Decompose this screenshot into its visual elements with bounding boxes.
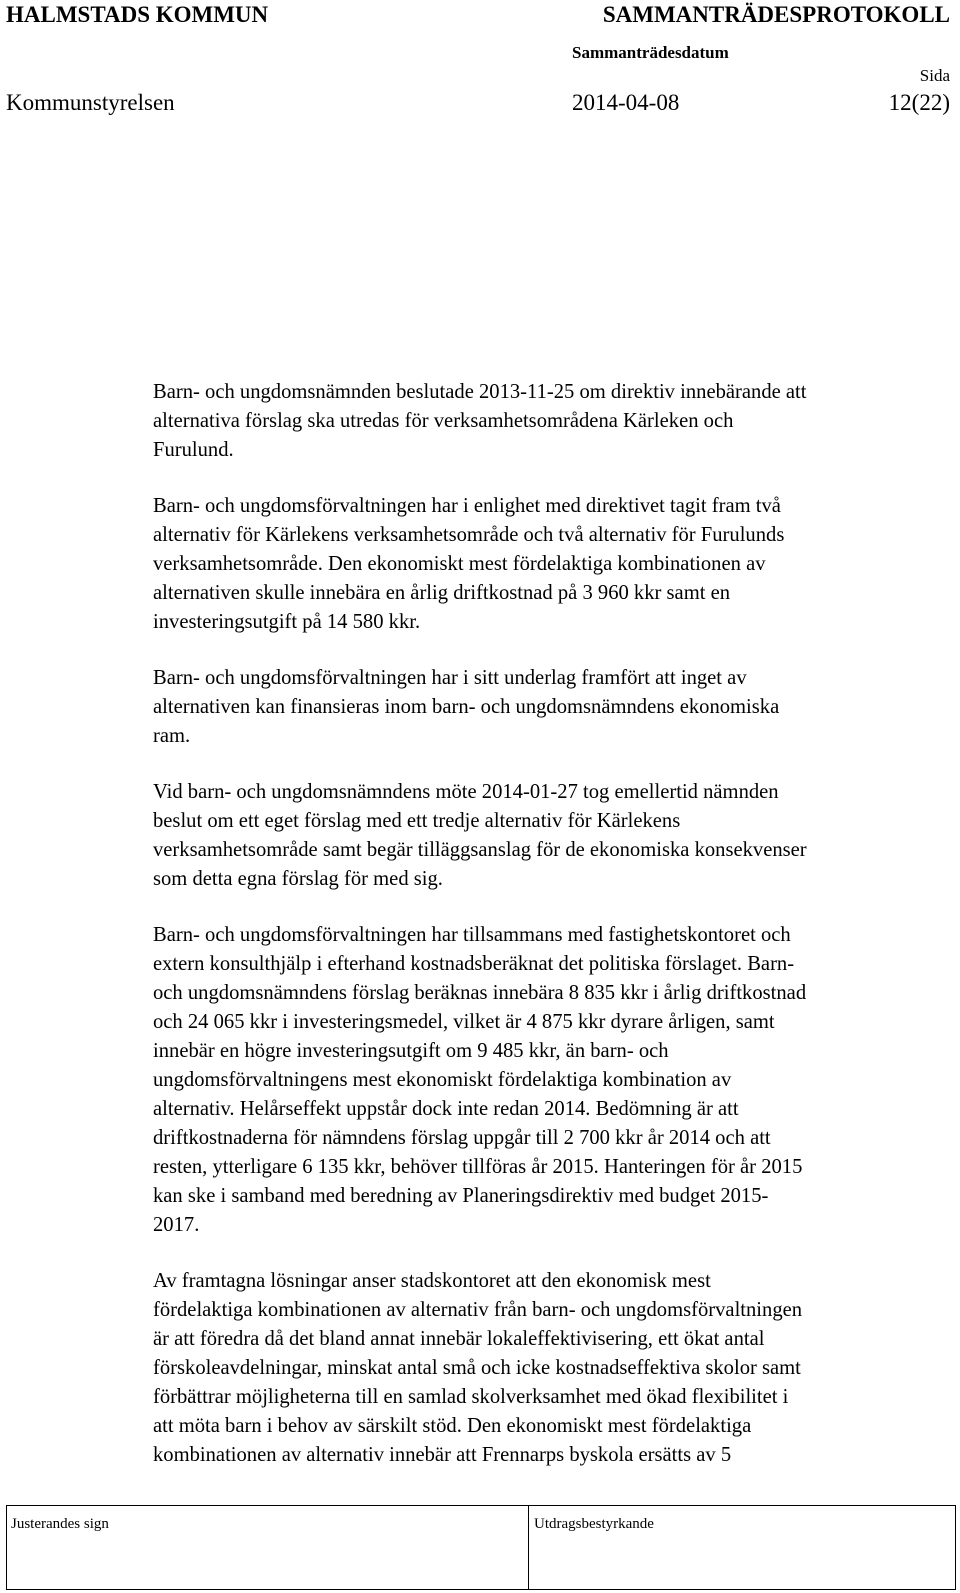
paragraph-line: förbättrar möjligheterna till en samlad skolverksamhet med ökad flexibilitet i [153,1386,789,1408]
paragraph-line: ungdomsförvaltningens mest ekonomiskt fördelaktiga kombination av [153,1069,732,1091]
utdragsbestyrkande-label: Utdragsbestyrkande [534,1516,654,1532]
page-label: Sida [919,66,950,85]
paragraph-line: Barn- och ungdomsförvaltningen har i sitt underlag framfört att inget av [153,667,747,689]
signature-footer [6,1505,956,1590]
paragraph-line: som detta egna förslag för med sig. [153,868,443,890]
paragraph-line: Barn- och ungdomsförvaltningen har tillsammans med fastighetskontoret och [153,924,791,946]
paragraph-line: fördelaktiga kombinationen av alternativ från barn- och ungdomsförvaltningen [153,1299,803,1321]
paragraph-line: innebär en högre investeringsutgift om 9 485 kkr, än barn- och [153,1040,669,1062]
paragraph-line: att möta barn i behov av särskilt stöd. Den ekonomiskt mest fördelaktiga [153,1415,752,1437]
body-paragraph [153,664,953,751]
paragraph-line: förskoleavdelningar, minskat antal små och icke kostnadseffektiva skolor samt [153,1357,801,1379]
paragraph-line: Av framtagna lösningar anser stadskontoret att den ekonomisk mest [153,1270,711,1292]
paragraph-line: beslut om ett eget förslag med ett tredje alternativ för Kärlekens [153,810,681,832]
page-number: 12(22) [888,90,950,115]
paragraph-line: ram. [153,725,191,747]
paragraph-line: Barn- och ungdomsnämnden beslutade 2013-11-25 om direktiv innebärande att [153,381,807,403]
body-paragraph [153,1267,953,1470]
body-paragraph [153,921,953,1240]
paragraph-line: Barn- och ungdomsförvaltningen har i enlighet med direktivet tagit fram två [153,495,781,517]
document-type: SAMMANTRÄDESPROTOKOLL [602,2,950,27]
paragraph-line: Furulund. [153,439,234,461]
paragraph-line: alternativa förslag ska utredas för verksamhetsområdena Kärleken och [153,410,734,432]
paragraph-line: resten, ytterligare 6 135 kkr, behöver tillföras år 2015. Hanteringen för år 2015 [153,1156,803,1178]
paragraph-line: 2017. [153,1214,200,1236]
body-paragraph [153,778,953,894]
footer-divider [528,1506,529,1589]
paragraph-line: verksamhetsområde. Den ekonomiskt mest fördelaktiga kombinationen av [153,553,766,575]
paragraph-line: och 24 065 kkr i investeringsmedel, vilket är 4 875 kkr dyrare årligen, samt [153,1011,775,1033]
meeting-date-label: Sammanträdesdatum [572,43,729,62]
justerandes-sign-label: Justerandes sign [11,1516,109,1532]
paragraph-line: alternativen skulle innebära en årlig driftkostnad på 3 960 kkr samt en [153,582,731,604]
paragraph-line: alternativen kan finansieras inom barn- och ungdomsnämndens ekonomiska [153,696,780,718]
paragraph-line: verksamhetsområde samt begär tilläggsanslag för de ekonomiska konsekvenser [153,839,807,861]
body-paragraph [153,492,953,637]
paragraph-line: Vid barn- och ungdomsnämndens möte 2014-01-27 tog emellertid nämnden [153,781,779,803]
paragraph-line: extern konsulthjälp i efterhand kostnadsberäknat det politiska förslaget. Barn- [153,953,795,975]
paragraph-line: alternativ. Helårseffekt uppstår dock inte redan 2014. Bedömning är att [153,1098,739,1120]
paragraph-line: kombinationen av alternativ innebär att Frennarps byskola ersätts av 5 [153,1444,732,1466]
paragraph-line: driftkostnaderna för nämndens förslag uppgår till 2 700 kkr år 2014 och att [153,1127,771,1149]
paragraph-line: kan ske i samband med beredning av Planeringsdirektiv med budget 2015- [153,1185,769,1207]
document-body [153,378,953,1470]
paragraph-line: investeringsutgift på 14 580 kkr. [153,611,421,633]
paragraph-line: alternativ för Kärlekens verksamhetsområde och två alternativ för Furulunds [153,524,785,546]
organization-name: HALMSTADS KOMMUN [6,2,269,27]
meeting-date: 2014-04-08 [572,90,680,115]
paragraph-line: är att föredra då det bland annat innebär lokaleffektivisering, ett ökat antal [153,1328,765,1350]
paragraph-line: och ungdomsnämndens förslag beräknas innebära 8 835 kkr i årlig driftkostnad [153,982,807,1004]
body-paragraph [153,378,953,465]
committee-name: Kommunstyrelsen [6,90,175,115]
